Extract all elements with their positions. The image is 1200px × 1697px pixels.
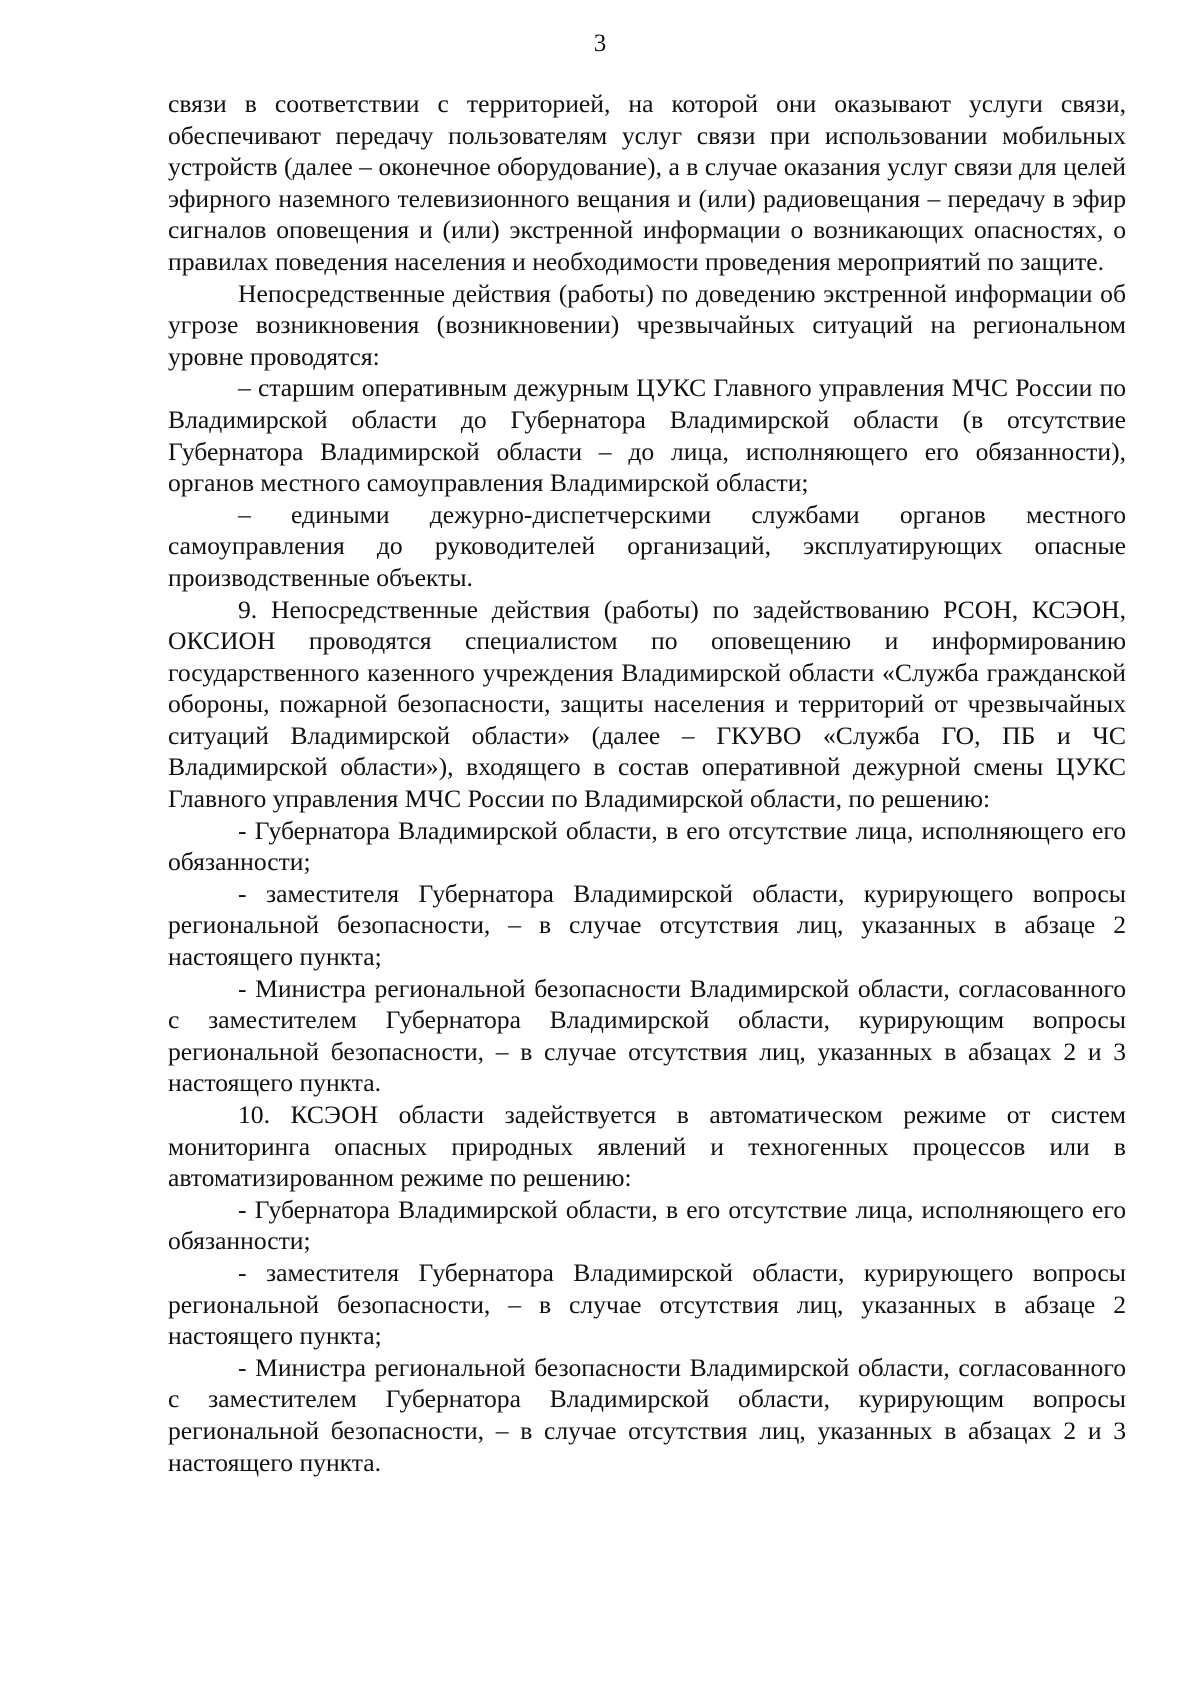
page-number: 3 <box>593 30 607 57</box>
list-item-dispatch-services: – едиными дежурно-диспетчерскими службами органов местного самоуправления до руководителей организаций, эксплуатирующих опасные производственные объекты. <box>168 499 1126 592</box>
paragraph-item-9: 9. Непосредственные действия (работы) по задействованию РСОН, КСЭОН, ОКСИОН проводятся специалистом по оповещению и информированию государственного казенного учреждения Владимирской области «Служба гражданской обороны, пожарной безопасности, защиты населения и территорий от чрезвычайных ситуаций Владимирской области» (далее – ГКУВО «Служба ГО, ПБ и ЧС Владимирской области»), входящего в состав оперативной дежурной смены ЦУКС Главного управления МЧС России по Владимирской области, по решению: <box>168 594 1126 814</box>
list-item-deputy-governor-2: - заместителя Губернатора Владимирской области, курирующего вопросы региональной безопасности, – в случае отсутствия лиц, указанных в абзаце 2 настоящего пункта; <box>168 1257 1126 1351</box>
list-item-governor: - Губернатора Владимирской области, в его отсутствие лица, исполняющего его обязанности; <box>168 815 1126 877</box>
paragraph-item-10: 10. КСЭОН области задействуется в автоматическом режиме от систем мониторинга опасных природных явлений и техногенных процессов или в автоматизированном режиме по решению: <box>168 1100 1126 1193</box>
list-item-governor-2: - Губернатора Владимирской области, в его отсутствие лица, исполняющего его обязанности; <box>168 1194 1126 1256</box>
list-item-deputy-governor: - заместителя Губернатора Владимирской области, курирующего вопросы региональной безопасности, – в случае отсутствия лиц, указанных в абзаце 2 настоящего пункта; <box>168 878 1126 972</box>
list-item-duty-officer: – старшим оперативным дежурным ЦУКС Главного управления МЧС России по Владимирской области до Губернатора Владимирской области (в отсутствие Губернатора Владимирской области – до лица, исполняющего его обязанности), органов местного самоуправления Владимирской области; <box>168 373 1126 498</box>
paragraph-direct-actions: Непосредственные действия (работы) по доведению экстренной информации об угрозе возникновения (возникновении) чрезвычайных ситуаций на региональном уровне проводятся: <box>168 278 1126 371</box>
list-item-minister-2: - Министра региональной безопасности Владимирской области, согласованного с заместителем Губернатора Владимирской области, курирующим вопросы региональной безопасности, – в случае отсутствия лиц, указанных в абзацах 2 и 3 настоящего пункта. <box>168 1352 1126 1477</box>
paragraph-continuation: связи в соответствии с территорией, на которой они оказывают услуги связи, обеспечивают передачу пользователям услуг связи при использовании мобильных устройств (далее – оконечное оборудование), а в случае оказания услуг связи для целей эфирного наземного телевизионного вещания и (или) радиовещания – передачу в эфир сигналов оповещения и (или) экстренной информации о возникающих опасностях, о правилах поведения населения и необходимости проведения мероприятий по защите. <box>168 89 1126 276</box>
list-item-minister: - Министра региональной безопасности Владимирской области, согласованного с заместителем Губернатора Владимирской области, курирующим вопросы региональной безопасности, – в случае отсутствия лиц, указанных в абзацах 2 и 3 настоящего пункта. <box>168 973 1126 1098</box>
document-body <box>168 88 1126 1478</box>
